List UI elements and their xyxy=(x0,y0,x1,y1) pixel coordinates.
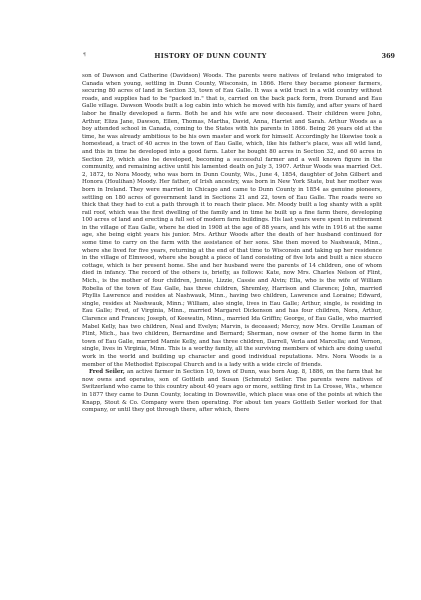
page-number: 369 xyxy=(381,52,395,60)
margin-mark: ¶ xyxy=(83,52,87,58)
paragraph-woods-family xyxy=(82,73,382,369)
paragraph-fred-seiler xyxy=(82,369,382,415)
running-title: HISTORY OF DUNN COUNTY xyxy=(154,52,267,60)
paragraph-text: an active farmer in Section 10, town of Dunn, was born Aug. 8, 1886, on the farm that he now owns and operates, son of Gottleib and Susan (Schmutz) Seiler. The parents were natives of Switzerland who came to this country about 40 years ago or more, settling first in La Crosse, Wis., whence in 1877 they came to Dunn County, locating in Downsville, which place was one of the points at which the Knapp, Stout & Co. Company were then operating. For about ten years Gottleib Seiler worked for that company, or until they got through there, after which, there xyxy=(82,369,382,414)
page-body xyxy=(82,73,382,415)
paragraph-lead: Fred Seiler, xyxy=(89,369,125,376)
page-header xyxy=(0,52,421,64)
paragraph-text: son of Dawson and Catherine (Davidson) Woods. The parents were natives of Ireland who imigrated to Canada when young, settling in Dunn County, Wisconsin, in 1866. Here they became pioneer farmers, securing 80 acres of land in Section 33, town of Eau Galle. It was a wild tract in a wild country without roads, and supplies had to be "packed in." that is, carried on the back pack form, from Durand and Eau Galle village. Dawson Woods built a log cabin into which he moved with his family, and after years of hard labor he finally developed a farm. Both he and his wife are now deceased. Their children were John, Arthur, Eliza Jane, Dawson, Ellen, Thomas, Martha, David, Anna, Harriet and Sarah. Arthur Woods as a boy attended school in Canada, coming to the States with his parents in 1866. Being 26 years old at the time, he was already ambitious to be his own master and work for himself. Accordingly he likewise took a homestead, a tract of 40 acres in the town of Eau Galle, which, like his father's place, was all wild land, and this in time he developed into a good farm. Later he bought 80 acres in Section 32, and 60 acres in Section 29, which also he developed, becoming a successful farmer and a well known figure in the community, and remaining active until his lamented death on July 3, 1907. Arthur Woods was married Oct. 2, 1872, to Nora Moody, who was born in Dunn County, Wis., June 4, 1854, daughter of John Gilbert and Honora (Houlihan) Moody. Her father, of Irish ancestry, was born in New York State, but her mother was born in Ireland. They were married in Chicago and came to Dunn County in 1854 as genuine pioneers, settling on 180 acres of government land in Sections 21 and 22, town of Eau Galle. The roads were so thick that they had to cut a path through it to reach their place. Mr. Moody built a log shanty with a split rail roof, which was the first dwelling of the family and in time he built up a fine farm there, developing 100 acres of land and erecting a full set of modern farm buildings. His last years were spent in retirement in the village of Eau Galle, where he died in 1908 at the age of 88 years, and his wife in 1916 at the same age, she being eight years his junior. Mrs. Arthur Woods after the death of her husband continued for some time to carry on the farm with the assistance of her sons. She then moved to Nashwauk, Minn., where she lived for five years, returning at the end of that time to Wisconsin and taking up her residence in the village of Elmwood, where she bought a piece of land consisting of five lots and built a nice stucco cottage, which is her present home. She and her husband were the parents of 14 children, one of whom died in infancy. The record of the others is, briefly, as follows: Kate, now Mrs. Charles Nelson of Flint, Mich., is the mother of four children, Jennie, Lizzie, Cassie and Alvin; Ella, who is the wife of William Robelia of the town of Eau Galle, has three children, Shremley, Harrison and Clarence; John, married Phyllis Lawrence and resides at Nashwauk, Minn., having two children, Lawrence and Loraine; Edward, single, resides at Nashwauk, Minn.; William, also single, lives in Eau Galle; Arthur, single, is residing in Eau Galle; Fred, of Virginia, Minn., married Margaret Dickenson and has four children, Nora, Arthur, Clarence and Frances; Joseph, of Keewatin, Minn., married Ida Griffin; George, of Eau Galle, who married Mabel Kelly, has two children, Neal and Evelyn; Marvin, is deceased; Mercy, now Mrs. Orville Leaman of Flint, Mich., has two children, Bernardine and Bernard; Sherman, now owner of the home farm in the town of Eau Galle, married Mamie Kelly, and has three children, Darrell, Verla and Marcella; and Vernon, single, lives in Virginia, Minn. This is a worthy family, all the surviving members of which are doing useful work in the world and building up character and good individual reputations. Mrs. Nora Woods is a member of the Methodist Episcopal Church and is a lady with a wide circle of friends. xyxy=(82,73,382,368)
